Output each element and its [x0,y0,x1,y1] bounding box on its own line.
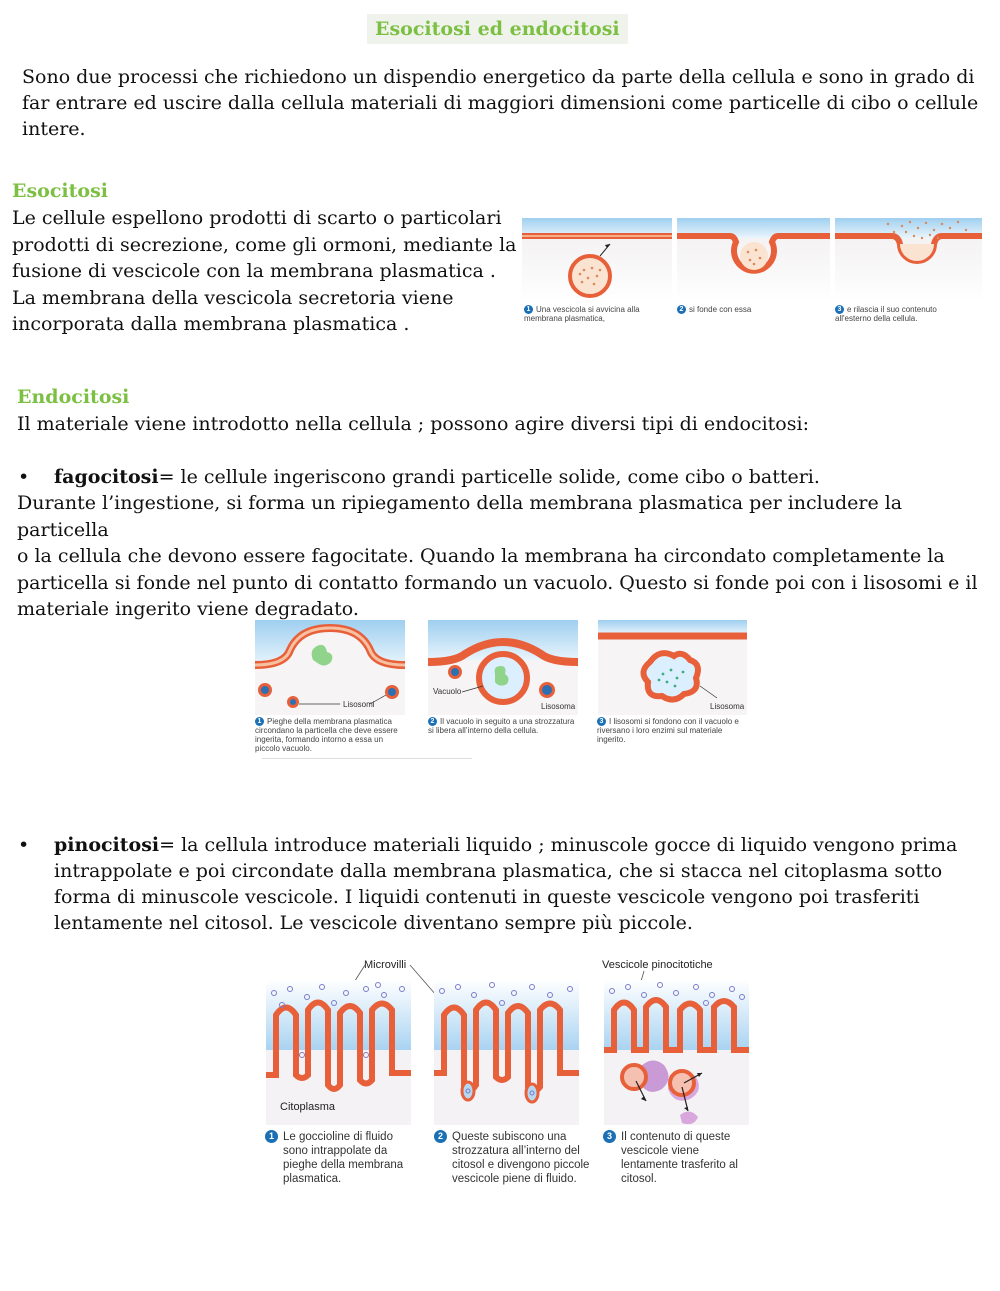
fagocitosi-term: fagocitosi [54,466,159,488]
pinocitosi-caption-1 [265,1130,415,1186]
pinocitosi-panel-1 [266,980,411,1125]
page-title: Esocitosi ed endocitosi [367,14,628,44]
fagocitosi-panel-1 [255,620,405,715]
pinocitosi-line: = la cellula introduce materiali liquido ; minuscole gocce di liquido vengono prima [159,834,958,856]
esocitosi-line: fusione di vescicole con la membrana plasmatica . [12,260,496,282]
esocitosi-line: prodotti di secrezione, come gli ormoni, mediante la [12,233,517,256]
step-number: 3 [597,717,606,726]
step-number: 2 [677,305,686,314]
citoplasma-label: Citoplasma [280,1101,336,1113]
endocitosi-heading: Endocitosi [17,386,130,408]
microvilli-label: Microvilli [364,959,407,971]
lisosoma-label-3: Lisosoma [710,702,745,711]
caption-text: si fonde con essa [689,305,752,314]
esocitosi-line: Le cellule espellono prodotti di scarto o particolari [12,207,502,229]
vescicole-label: Vescicole pinocitotiche [602,959,713,971]
esocitosi-panel-3 [835,218,982,303]
caption-text: Una vescicola si avvicina alla membrana plasmatica, [524,305,640,323]
esocitosi-panel-1 [522,218,672,303]
step-number: 3 [603,1130,616,1143]
step-number: 1 [255,717,264,726]
fagocitosi-caption-3 [597,717,747,744]
fagocitosi-line: Durante l’ingestione, si forma un ripiegamento della membrana plasmatica per includere la particella [17,492,903,541]
pinocitosi-panel-2 [434,980,579,1125]
pinocitosi-figure [262,955,752,1125]
fagocitosi-panel-2 [428,620,578,715]
caption-text: Queste subiscono una strozzatura all’interno del citosol e divengono piccole vescicole piene di fluido. [452,1131,590,1185]
pinocitosi-panel-3 [604,980,749,1125]
fagocitosi-line: o la cellula che devono essere fagocitate. Quando la membrana ha circondato completamente la [17,545,945,567]
esocitosi-text [12,205,517,338]
esocitosi-figure [522,218,982,303]
pinocitosi-caption-3 [603,1130,748,1186]
pinocitosi-line: lentamente nel citosol. Le vescicole diventano sempre più piccole. [54,912,693,934]
vacuolo-label: Vacuolo [433,687,462,696]
fagocitosi-bullet [18,464,978,490]
esocitosi-caption-2 [677,305,827,314]
divider [262,758,472,759]
fagocitosi-panel-3 [598,620,747,715]
caption-text: I lisosomi si fondono con il vacuolo e riversano i loro enzimi sul materiale ingerito. [597,717,739,744]
step-number: 2 [434,1130,447,1143]
caption-text: e rilascia il suo contenuto all'esterno della cellula. [835,305,937,323]
esocitosi-panel-2 [677,218,830,303]
fagocitosi-caption-2 [428,717,580,735]
pinocitosi-caption-2 [434,1130,606,1186]
esocitosi-caption-3 [835,305,975,323]
intro-paragraph: Sono due processi che richiedono un dispendio energetico da parte della cellula e sono in grado di far entrare ed uscire dalla cellula materiali di maggiori dimensioni come particelle di cibo o cellule intere. [22,66,979,140]
fagocitosi-definition: = le cellule ingeriscono grandi particelle solide, come cibo o batteri. [158,466,820,488]
pinocitosi-line: forma di minuscole vescicole. I liquidi contenuti in queste vescicole vengono poi trasferiti [54,886,920,908]
caption-text: Il vacuolo in seguito a una strozzatura si libera all’interno della cellula. [428,717,575,735]
fagocitosi-figure [255,620,747,715]
lisosoma-label-2: Lisosoma [541,702,576,711]
esocitosi-caption-1 [524,305,674,323]
bullet-icon: • [18,834,30,856]
pinocitosi-bullet [18,832,978,936]
step-number: 1 [265,1130,278,1143]
step-number: 3 [835,305,844,314]
caption-text: Pieghe della membrana plasmatica circondano la particella che deve essere ingerita, formando intorno a essa un piccolo vacuolo. [255,717,398,753]
pinocitosi-term: pinocitosi [54,834,160,856]
fagocitosi-line: particella si fonde nel punto di contatto formando un vacuolo. Questo si fonde poi con i lisosomi e il [17,571,978,594]
step-number: 2 [428,717,437,726]
esocitosi-heading: Esocitosi [12,180,109,202]
endocitosi-intro: Il materiale viene introdotto nella cellula ; possono agire diversi tipi di endocitosi: [17,413,809,435]
step-number: 1 [524,305,533,314]
fagocitosi-caption-1 [255,717,410,753]
caption-text: Le goccioline di fluido sono intrappolate da pieghe della membrana plasmatica. [283,1131,404,1185]
lisosomi-label: Lisosomi [343,700,375,709]
bullet-icon: • [18,466,30,488]
fagocitosi-line: materiale ingerito viene degradato. [17,598,359,620]
esocitosi-line: La membrana della vescicola secretoria viene [12,286,454,309]
fagocitosi-text [17,490,992,623]
pinocitosi-line: intrappolate e poi circondate dalla membrana plasmatica, che si stacca nel citoplasma sotto [54,860,943,882]
esocitosi-line: incorporata dalla membrana plasmatica . [12,313,410,335]
caption-text: Il contenuto di queste vescicole viene lentamente trasferito al citosol. [621,1131,738,1185]
